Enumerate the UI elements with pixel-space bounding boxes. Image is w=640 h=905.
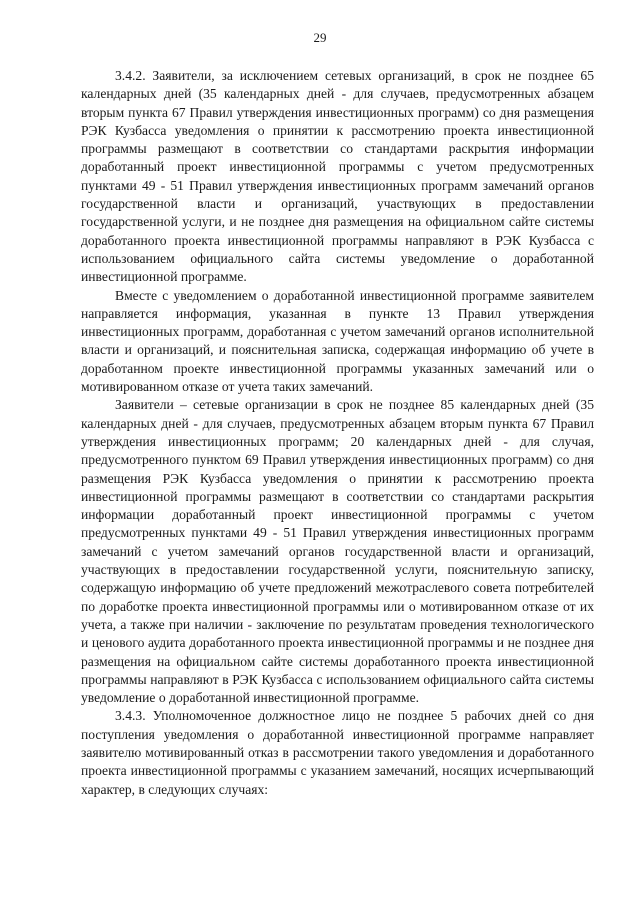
paragraph-3-4-2: 3.4.2. Заявители, за исключением сетевых организаций, в срок не позднее 65 календарных дней (35 календарных дней - для случаев, предусмотренных абзацем вторым пункта 67 Правил утверждения инвестиционных программ) со дня размещения РЭК Кузбасса уведомления о принятии к рассмотрению проекта инвестиционной программы размещают в соответствии со стандартами раскрытия информации доработанный проект инвестиционной программы с учетом предусмотренных пунктами 49 - 51 Правил утверждения инвестиционных программ замечаний органов государственной власти и организаций, участвующих в предоставлении государственной услуги, и не позднее дня размещения на официальном сайте системы доработанного проекта инвестиционной программы направляют в РЭК Кузбасса с использованием официального сайта системы уведомление о доработанной инвестиционной программе. xyxy=(81,68,594,285)
paragraph-notification-info: Вместе с уведомлением о доработанной инвестиционной программе заявителем направляется информация, указанная в пункте 13 Правил утверждения инвестиционных программ, доработанная с учетом замечаний органов исполнительной власти и организаций, и пояснительная записка, содержащая информацию об учете в доработанном проекте инвестиционной программы указанных замечаний или о мотивированном отказе от учета таких замечаний. xyxy=(81,287,594,395)
document-body xyxy=(81,67,594,799)
paragraph-network-organizations: Заявители – сетевые организации в срок не позднее 85 календарных дней (35 календарных дней - для случаев, предусмотренных абзацем вторым пункта 67 Правил утверждения инвестиционных программ; 20 календарных дней - для случая, предусмотренного пунктом 69 Правил утверждения инвестиционных программ) со дня размещения РЭК Кузбасса уведомления о принятии к рассмотрению проекта инвестиционной программы размещают в соответствии со стандартами раскрытия информации доработанный проект инвестиционной программы с учетом предусмотренных пунктами 49 - 51 Правил утверждения инвестиционных программ замечаний с учетом замечаний органов государственной власти и организаций, участвующих в предоставлении государственной услуги, пояснительную записку, содержащую информацию об учете предложений межотраслевого совета потребителей по доработке проекта инвестиционной программы или о мотивированном отказе от их учета, а также при наличии - заключение по результатам проведения технологического и ценового аудита доработанного проекта инвестиционной программы и не позднее дня размещения на официальном сайте системы доработанного проекта инвестиционной программы направляют в РЭК Кузбасса с использованием официального сайта системы уведомление о доработанной инвестиционной программе. xyxy=(81,397,594,706)
page-number: 29 xyxy=(313,30,327,45)
paragraph-3-4-3: 3.4.3. Уполномоченное должностное лицо не позднее 5 рабочих дней со дня поступления уведомления о доработанной инвестиционной программе направляет заявителю мотивированный отказ в рассмотрении такого уведомления и доработанного проекта инвестиционной программы с указанием замечаний, носящих исчерпывающий характер, в следующих случаях: xyxy=(81,708,594,797)
